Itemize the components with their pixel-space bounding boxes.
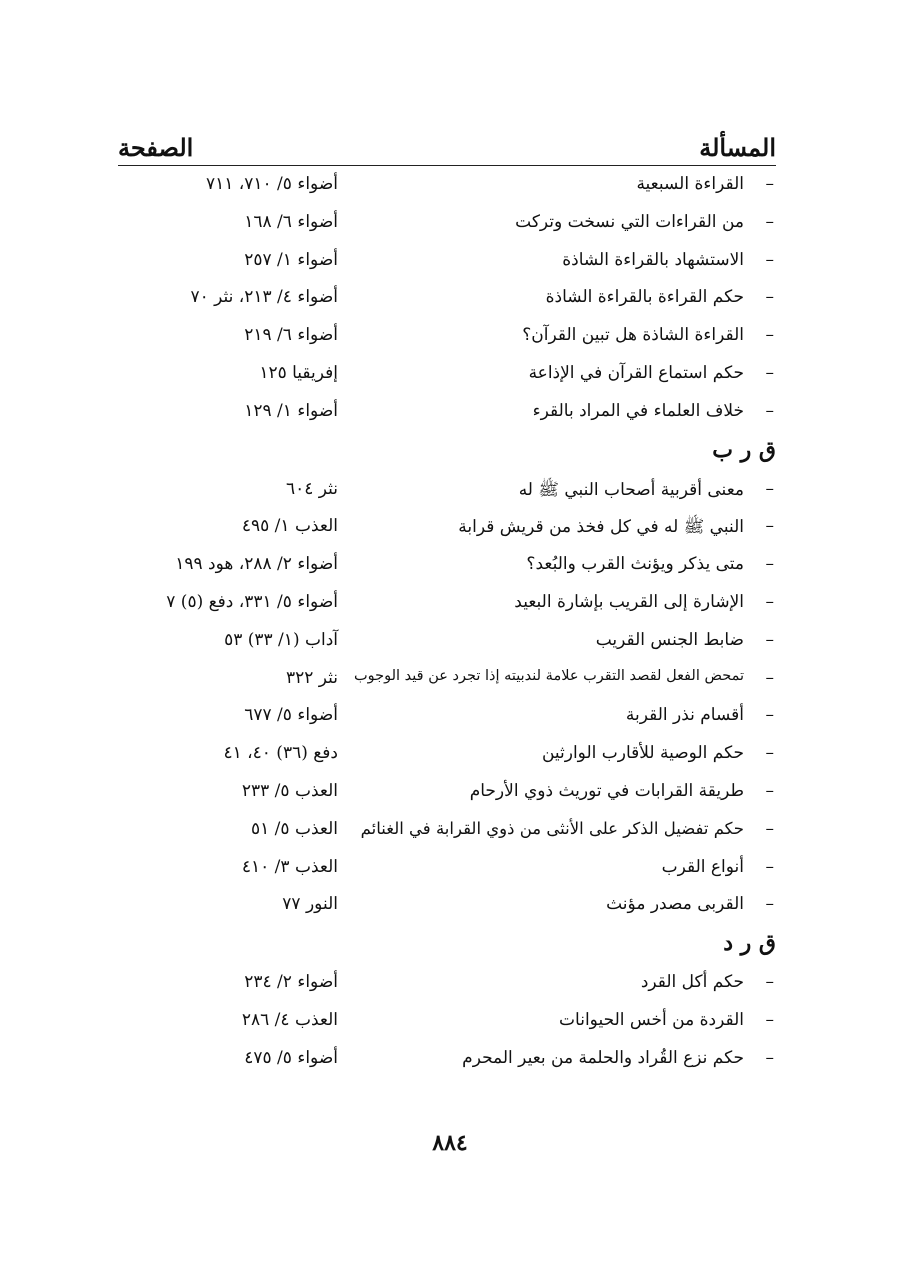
entry-dash: – bbox=[765, 667, 774, 688]
entry-topic: الإشارة إلى القريب بإشارة البعيد bbox=[514, 591, 744, 612]
entry-dash: – bbox=[765, 554, 774, 575]
page-number: ٨٨٤ bbox=[432, 1130, 468, 1156]
entry-dash: – bbox=[765, 972, 774, 993]
entry-topic: القراءة السبعية bbox=[636, 174, 744, 194]
entry-page-reference: إفريقيا ١٢٥ bbox=[259, 362, 338, 383]
entry-topic: القربى مصدر مؤنث bbox=[606, 894, 744, 915]
entry-topic: تمحض الفعل لقصد التقرب علامة لندبيته إذا تجرد عن قيد الوجوب bbox=[354, 667, 744, 684]
entry-dash: – bbox=[765, 211, 774, 232]
entry-page-reference: أضواء ٢/ ٢٣٤ bbox=[244, 972, 338, 993]
index-entry bbox=[118, 473, 776, 511]
entry-page-reference: العذب ٥/ ٢٣٣ bbox=[241, 780, 338, 801]
entry-topic: القردة من أخس الحيوانات bbox=[559, 1009, 744, 1030]
entry-page-reference: أضواء ١/ ١٢٩ bbox=[244, 400, 338, 421]
index-entry bbox=[118, 737, 776, 775]
entry-dash: – bbox=[765, 856, 774, 877]
entry-topic: القراءة الشاذة هل تبين القرآن؟ bbox=[522, 325, 744, 346]
entry-topic: حكم الوصية للأقارب الوارثين bbox=[541, 743, 744, 764]
entry-topic: ضابط الجنس القريب bbox=[595, 629, 744, 650]
entry-dash: – bbox=[765, 174, 774, 194]
index-entries bbox=[118, 168, 776, 1080]
entry-dash: – bbox=[765, 1047, 774, 1068]
entry-dash: – bbox=[765, 400, 774, 421]
entry-topic: أنواع القرب bbox=[661, 856, 744, 877]
entry-page-reference: النور ٧٧ bbox=[282, 894, 338, 915]
entry-dash: – bbox=[765, 516, 774, 537]
section-heading bbox=[118, 433, 776, 473]
entry-page-reference: أضواء ١/ ٢٥٧ bbox=[244, 249, 338, 270]
column-header bbox=[118, 122, 776, 162]
entry-topic: معنى أقربية أصحاب النبي ﷺ له bbox=[518, 479, 744, 500]
entry-page-reference: العذب ٣/ ٤١٠ bbox=[241, 856, 338, 877]
entry-page-reference: أضواء ٥/ ٧١٠، ٧١١ bbox=[205, 174, 338, 194]
section-heading-label: ق ر ب bbox=[712, 436, 776, 463]
entry-page-reference: أضواء ٦/ ١٦٨ bbox=[244, 211, 338, 232]
entry-dash: – bbox=[765, 629, 774, 650]
section-heading bbox=[118, 926, 776, 966]
entry-topic: خلاف العلماء في المراد بالقرء bbox=[532, 400, 744, 421]
entry-dash: – bbox=[765, 287, 774, 308]
entry-topic: حكم أكل القرد bbox=[640, 972, 744, 993]
header-divider bbox=[118, 165, 776, 166]
entry-page-reference: أضواء ٥/ ٦٧٧ bbox=[244, 705, 338, 726]
entry-dash: – bbox=[765, 743, 774, 764]
entry-page-reference: العذب ١/ ٤٩٥ bbox=[241, 516, 338, 537]
index-entry bbox=[118, 548, 776, 586]
entry-topic: أقسام نذر القربة bbox=[625, 705, 744, 726]
entry-topic: النبي ﷺ له في كل فخذ من قريش قرابة bbox=[458, 517, 744, 538]
entry-dash: – bbox=[765, 1009, 774, 1030]
entry-topic: طريقة القرابات في توريث ذوي الأرحام bbox=[469, 780, 744, 801]
entry-dash: – bbox=[765, 325, 774, 346]
entry-dash: – bbox=[765, 894, 774, 915]
section-heading-label: ق ر د bbox=[723, 930, 776, 957]
index-entry bbox=[118, 206, 776, 244]
index-entry bbox=[118, 357, 776, 395]
index-entry bbox=[118, 281, 776, 319]
entry-page-reference: العذب ٤/ ٢٨٦ bbox=[241, 1009, 338, 1030]
index-entry bbox=[118, 1042, 776, 1080]
index-entry bbox=[118, 319, 776, 357]
entry-topic: متى يذكر ويؤنث القرب والبُعد؟ bbox=[526, 554, 744, 575]
index-entry bbox=[118, 510, 776, 548]
entry-dash: – bbox=[765, 478, 774, 499]
entry-page-reference: أضواء ٥/ ٤٧٥ bbox=[244, 1047, 338, 1068]
entry-topic: الاستشهاد بالقراءة الشاذة bbox=[562, 249, 744, 270]
header-page-title: الصفحة bbox=[118, 133, 194, 162]
entry-topic: حكم القراءة بالقراءة الشاذة bbox=[545, 287, 744, 308]
entry-page-reference: أضواء ٢/ ٢٨٨، هود ١٩٩ bbox=[175, 554, 338, 575]
index-entry bbox=[118, 1004, 776, 1042]
entry-dash: – bbox=[765, 818, 774, 839]
entry-page-reference: نثر ٣٢٢ bbox=[285, 667, 338, 688]
entry-topic: حكم استماع القرآن في الإذاعة bbox=[528, 362, 744, 383]
entry-topic: حكم نزع القُراد والحلمة من بعير المحرم bbox=[462, 1047, 744, 1068]
index-entry bbox=[118, 851, 776, 889]
entry-dash: – bbox=[765, 249, 774, 270]
index-entry bbox=[118, 888, 776, 926]
entry-page-reference: نثر ٦٠٤ bbox=[285, 478, 338, 499]
index-entry bbox=[118, 395, 776, 433]
index-entry bbox=[118, 624, 776, 662]
entry-page-reference: أضواء ٤/ ٢١٣، نثر ٧٠ bbox=[190, 287, 338, 308]
header-topic-title: المسألة bbox=[699, 133, 776, 162]
entry-topic: حكم تفضيل الذكر على الأنثى من ذوي القرابة في الغنائم bbox=[360, 818, 744, 838]
index-entry bbox=[118, 699, 776, 737]
index-entry bbox=[118, 244, 776, 282]
entry-page-reference: أضواء ٦/ ٢١٩ bbox=[244, 325, 338, 346]
entry-dash: – bbox=[765, 362, 774, 383]
entry-page-reference: العذب ٥/ ٥١ bbox=[251, 818, 338, 839]
index-entry bbox=[118, 662, 776, 700]
entry-topic: من القراءات التي نسخت وتركت bbox=[515, 211, 744, 232]
index-entry bbox=[118, 813, 776, 851]
index-entry bbox=[118, 775, 776, 813]
index-entry bbox=[118, 586, 776, 624]
entry-page-reference: أضواء ٥/ ٣٣١، دفع (٥) ٧ bbox=[166, 591, 338, 612]
index-entry bbox=[118, 966, 776, 1004]
entry-page-reference: آداب (١/ ٣٣) ٥٣ bbox=[224, 629, 338, 650]
entry-page-reference: دفع (٣٦) ٤٠، ٤١ bbox=[223, 743, 338, 764]
entry-dash: – bbox=[765, 780, 774, 801]
index-entry bbox=[118, 168, 776, 206]
entry-dash: – bbox=[765, 705, 774, 726]
entry-dash: – bbox=[765, 591, 774, 612]
